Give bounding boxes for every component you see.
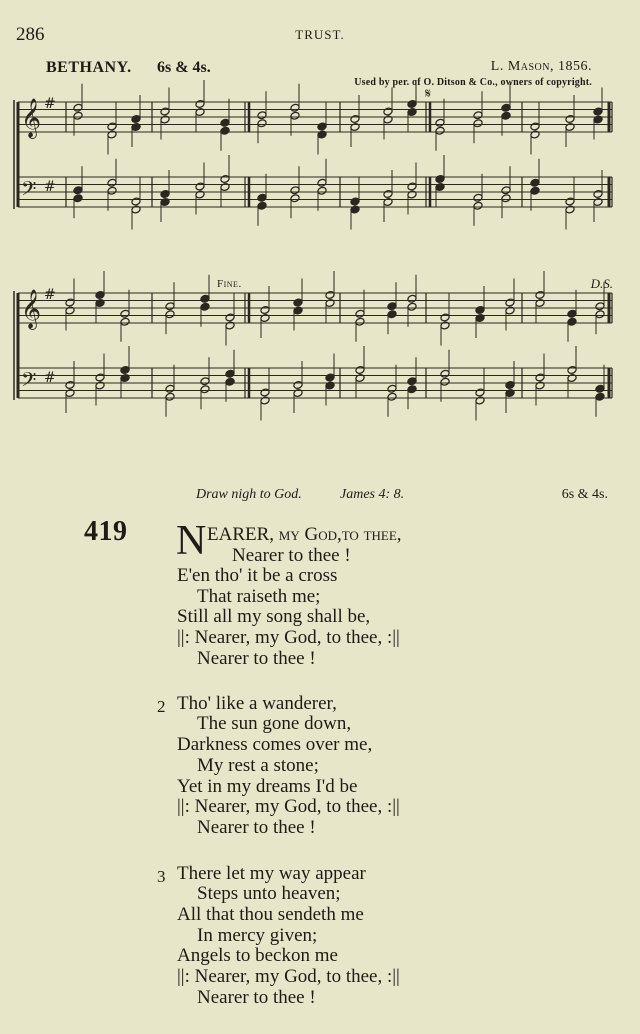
verse-3-line-4: In mercy given; [197, 925, 318, 946]
verse-2-line-4: My rest a stone; [197, 755, 319, 776]
key-signature-sharp-icon: # [44, 96, 56, 112]
verse-3-line-6: ||: Nearer, my God, to thee, :|| [177, 966, 400, 987]
page-number: 286 [16, 24, 45, 45]
drop-cap: N [176, 518, 207, 564]
verse-3-line-1: There let my way appear [177, 863, 366, 884]
key-signature-sharp-icon: # [44, 370, 56, 386]
tune-name: BETHANY. [46, 59, 132, 76]
fine-label: Fine. [217, 278, 242, 290]
hymn-number: 419 [84, 516, 128, 547]
running-title: TRUST. [295, 27, 345, 42]
bass-clef-icon: 𝄢 [21, 177, 37, 205]
verse-3-line-2: Steps unto heaven; [197, 883, 341, 904]
verse-3-line-7: Nearer to thee ! [197, 987, 316, 1008]
verse-2-line-2: The sun gone down, [197, 713, 352, 734]
tune-meter: 6s & 4s. [157, 59, 211, 76]
verse-3-line-3: All that thou sendeth me [177, 904, 364, 925]
copyright-notice: Used by per. of O. Ditson & Co., owners of copyright. [354, 77, 592, 88]
verse-3-number: 3 [157, 867, 166, 886]
music-score [0, 0, 640, 440]
composer-credit: L. Mason, 1856. [490, 59, 592, 74]
verse-2-line-5: Yet in my dreams I'd be [177, 776, 358, 797]
segno-icon: 𝄋 [425, 86, 432, 102]
key-signature-sharp-icon: # [44, 287, 56, 303]
verse-2-line-6: ||: Nearer, my God, to thee, :|| [177, 796, 400, 817]
scripture-heading: Draw nigh to God. [196, 487, 302, 502]
verse-1-line-6: ||: Nearer, my God, to thee, :|| [177, 627, 400, 648]
bass-clef-icon: 𝄢 [21, 368, 37, 396]
verse-2-line-1: Tho' like a wanderer, [177, 693, 337, 714]
verse-1-line-3: E'en tho' it be a cross [177, 565, 338, 586]
verse-2-line-7: Nearer to thee ! [197, 817, 316, 838]
treble-clef-icon: 𝄞 [21, 98, 42, 138]
verse-2-number: 2 [157, 697, 166, 716]
verse-1-line-2: Nearer to thee ! [232, 545, 351, 566]
verse-1-line-4: That raiseth me; [197, 586, 321, 607]
scripture-reference: James 4: 8. [340, 487, 405, 502]
ds-label: D.S. [590, 276, 613, 291]
hymn-meter: 6s & 4s. [561, 487, 608, 502]
verse-1-line-7: Nearer to thee ! [197, 648, 316, 669]
treble-clef-icon: 𝄞 [21, 289, 42, 329]
verse-2-line-3: Darkness comes over me, [177, 734, 373, 755]
verse-3-line-5: Angels to beckon me [177, 945, 338, 966]
verse-1-line-1: EARER, my God,to thee, [207, 524, 402, 545]
key-signature-sharp-icon: # [44, 179, 56, 195]
verse-1-line-5: Still all my song shall be, [177, 606, 371, 627]
